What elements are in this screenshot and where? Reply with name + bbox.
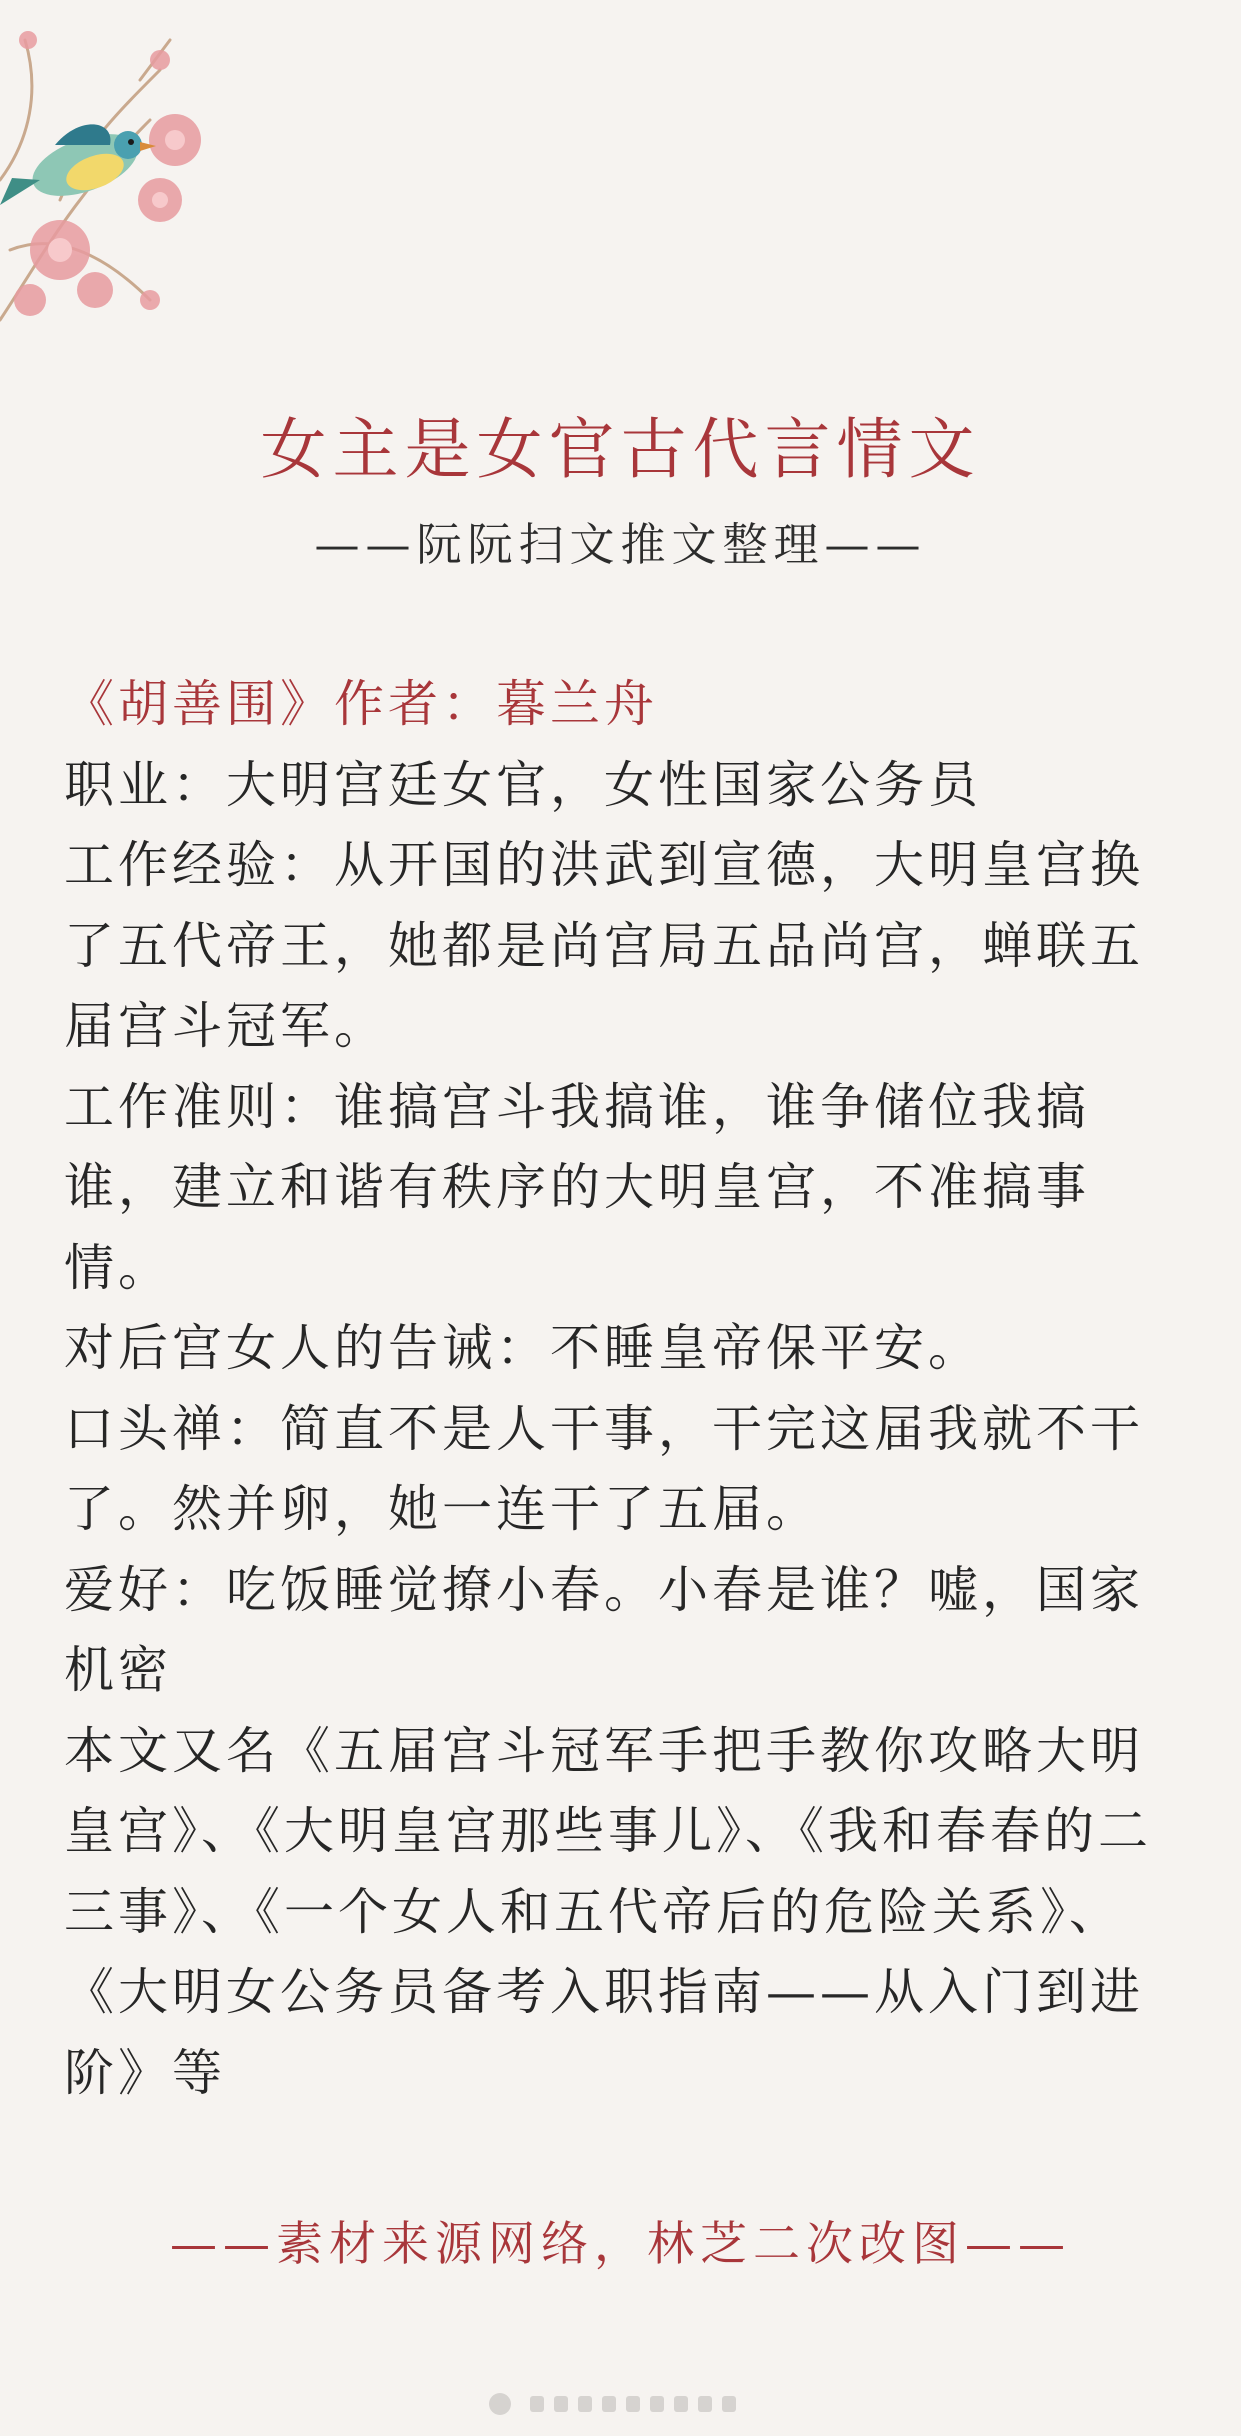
source-credit: ——素材来源网络，林芝二次改图—— — [170, 2217, 1071, 2272]
paragraph-alt-titles: 本文又名《五届宫斗冠军手把手教你攻略大明皇宫》、《大明皇宫那些事儿》、《我和春春的二三事》、《一个女人和五代帝后的危险关系》、《大明女公务员备考入职指南——从入门到进阶》等 — [64, 1721, 1152, 2102]
page-subtitle: ——阮阮扫文推文整理—— — [314, 518, 927, 571]
watermark-dots-icon — [470, 2390, 770, 2418]
paragraph-occupation: 职业：大明宫廷女官，女性国家公务员 — [64, 755, 982, 814]
book-title: 《胡善围》作者：暮兰舟 — [64, 675, 658, 733]
paragraph-experience: 工作经验：从开国的洪武到宣德，大明皇宫换了五代帝王，她都是尚宫局五品尚宫，蝉联五届宫斗冠军。 — [64, 836, 1144, 1055]
paragraph-hobby: 爱好：吃饭睡觉撩小春。小春是谁？嘘，国家机密 — [64, 1560, 1144, 1699]
page-title: 女主是女官古代言情文 — [260, 411, 981, 488]
paragraph-principles: 工作准则：谁搞宫斗我搞谁，谁争储位我搞谁，建立和谐有秩序的大明皇宫，不准搞事情。 — [64, 1077, 1090, 1297]
paragraph-catchphrase: 口头禅：简直不是人干事，干完这届我就不干了。然并卵，她一连干了五届。 — [64, 1399, 1144, 1538]
bird-flower-branch-icon — [0, 0, 260, 340]
book-entry — [64, 664, 1180, 2113]
paragraph-advice: 对后宫女人的告诫：不睡皇帝保平安。 — [64, 1319, 982, 1377]
